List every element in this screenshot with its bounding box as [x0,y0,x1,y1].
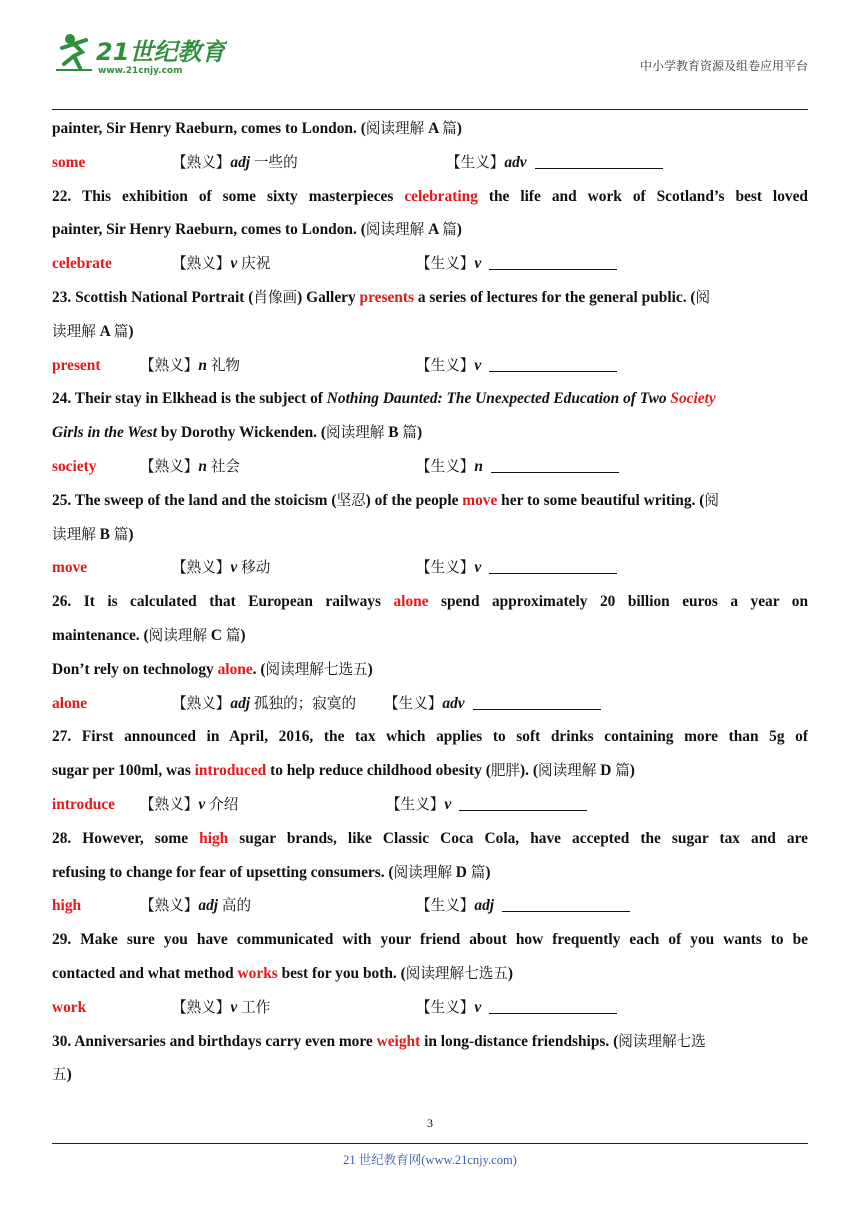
answer-blank[interactable] [489,249,617,270]
vocab-entry: alone 【熟义】adj 孤独的；寂寞的 【生义】adv [52,687,808,721]
text-line: 读理解 B 篇) [52,525,134,543]
text-line: 24. Their stay in Elkhead is the subject of Nothing Daunted: The Unexpected Education of Two Society [52,390,716,408]
answer-blank[interactable] [491,452,619,473]
text-line: maintenance. (阅读理解 C 篇) [52,626,246,644]
text-line: 28. However, some high sugar brands, like Classic Coca Cola, have accepted the sugar tax and are [52,829,808,847]
vocab-entry: move 【熟义】v 移动 【生义】v [52,551,808,585]
site-logo [52,30,227,76]
text-line: 25. The sweep of the land and the stoicism (坚忍) of the people move her to some beautiful writing. (阅 [52,491,719,509]
footer-site-link[interactable]: 21 世纪教育网(www.21cnjy.com) [343,1153,517,1167]
text-line: 29. Make sure you have communicated with your friend about how frequently each of you wants to be [52,931,808,949]
header-divider [52,109,808,110]
answer-blank[interactable] [489,351,617,372]
text-line: 五) [52,1066,72,1084]
text-line: painter, Sir Henry Raeburn, comes to London. (阅读理解 A 篇) [52,120,462,137]
logo-text: 21世纪教育 [96,38,226,66]
entry-word: some [52,153,86,171]
text-line: Don’t rely on technology alone. (阅读理解七选五) [52,660,373,678]
vocab-entry: present 【熟义】n 礼物 【生义】v [52,349,808,383]
answer-blank[interactable] [489,553,617,574]
text-line: 读理解 A 篇) [52,322,134,340]
vocab-entry: some 【熟义】adj 一些的 【生义】adv [52,146,808,180]
entry-word: move [52,559,88,577]
vocab-entry: introduce 【熟义】v 介绍 【生义】v [52,788,808,822]
answer-blank[interactable] [489,993,617,1014]
entry-word: work [52,998,87,1016]
answer-blank[interactable] [473,689,601,710]
text-line: 22. This exhibition of some sixty masterpieces celebrating the life and work of Scotland’s best loved [52,187,808,205]
text-line: Girls in the West by Dorothy Wickenden. (阅读理解 B 篇) [52,424,423,442]
text-line: sugar per 100ml, was introduced to help reduce childhood obesity (肥胖). (阅读理解 D 篇) [52,762,635,780]
vocab-entry: celebrate 【熟义】v 庆祝 【生义】v [52,247,808,281]
page-number: 3 [427,1116,433,1130]
text-line: 26. It is calculated that European railways alone spend approximately 20 billion euros a year on [52,593,808,611]
footer-divider [52,1143,808,1144]
page-header [52,28,808,110]
document-body [52,112,808,1092]
vocab-entry: high 【熟义】adj 高的 【生义】adj [52,889,808,923]
text-line: 23. Scottish National Portrait (肖像画) Gallery presents a series of lectures for the general public. (阅 [52,288,711,306]
entry-word: introduce [52,795,115,813]
text-line: refusing to change for fear of upsetting consumers. (阅读理解 D 篇) [52,863,491,881]
entry-word: celebrate [52,255,112,273]
entry-word: society [52,457,97,475]
platform-title: 中小学教育资源及组卷应用平台 [639,59,808,73]
answer-blank[interactable] [502,891,630,912]
text-line: 27. First announced in April, 2016, the tax which applies to soft drinks containing more than 5g of [52,728,808,746]
vocab-entry: society 【熟义】n 社会 【生义】n [52,450,808,484]
entry-word: high [52,897,82,915]
vocab-entry: work 【熟义】v 工作 【生义】v [52,991,808,1025]
text-line: 30. Anniversaries and birthdays carry even more weight in long-distance friendships. (阅读理解七选 [52,1032,706,1050]
text-line: contacted and what method works best for you both. (阅读理解七选五) [52,964,514,982]
answer-blank[interactable] [535,148,663,169]
runner-icon [56,34,92,70]
logo-url: www.21cnjy.com [98,66,183,76]
entry-word: alone [52,694,88,712]
answer-blank[interactable] [459,790,587,811]
entry-word: present [52,356,101,374]
text-line: painter, Sir Henry Raeburn, comes to London. (阅读理解 A 篇) [52,221,462,239]
